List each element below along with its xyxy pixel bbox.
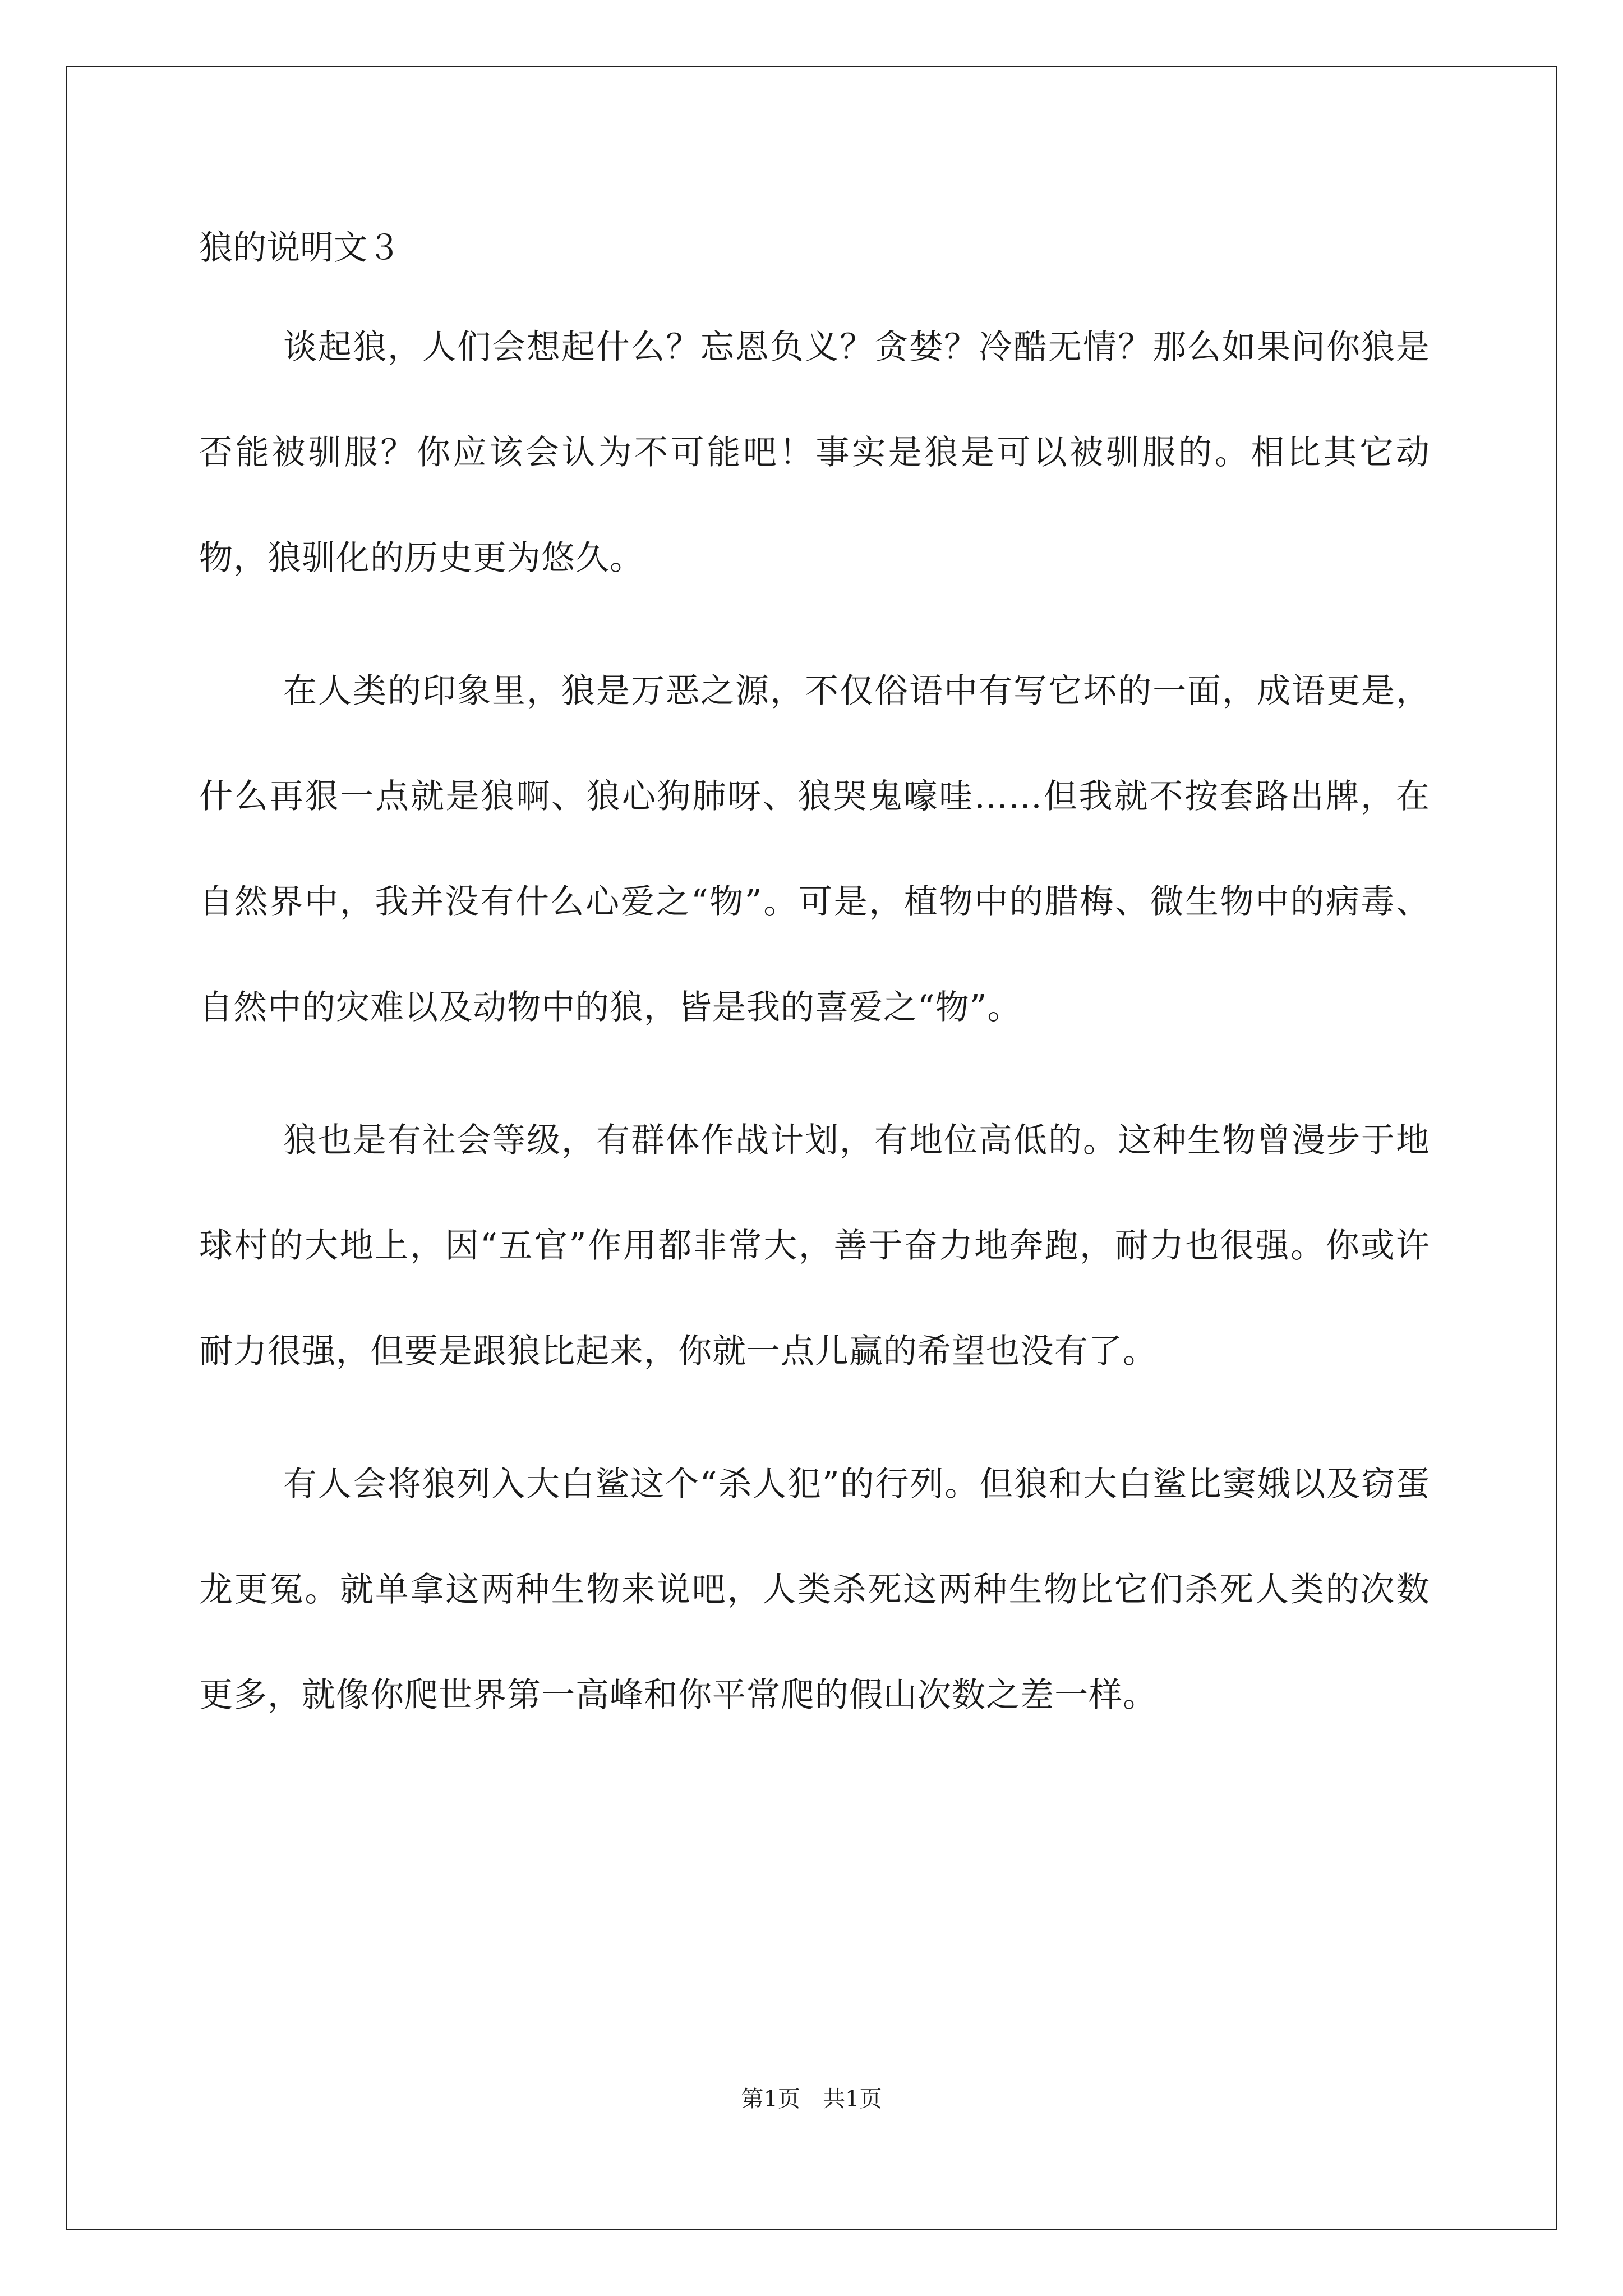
paragraph-2: 在人类的印象里，狼是万恶之源，不仅俗语中有写它坏的一面，成语更是，什么再狠一点就是狼啊、狼心狗肺呀、狼哭鬼嚎哇……但我就不按套路出牌，在自然界中，我并没有什么心爱之“物”。可是，植物中的腊梅、微生物中的病毒、自然中的灾难以及动物中的狼，皆是我的喜爱之“物”。	[199, 671, 1430, 1027]
page-number-footer: 第1页 共1页	[741, 2086, 882, 2112]
document-title: 狼的说明文３	[199, 228, 401, 268]
paragraph-1: 谈起狼，人们会想起什么？忘恩负义？贪婪？冷酷无情？那么如果问你狼是否能被驯服？你应该会认为不可能吧！事实是狼是可以被驯服的。相比其它动物，狼驯化的历史更为悠久。	[199, 328, 1430, 578]
document-body	[199, 295, 1430, 1775]
paragraph-3: 狼也是有社会等级，有群体作战计划，有地位高低的。这种生物曾漫步于地球村的大地上，因“五官”作用都非常大，善于奋力地奔跑，耐力也很强。你或许耐力很强，但要是跟狼比起来，你就一点儿赢的希望也没有了。	[199, 1121, 1430, 1371]
paragraph-4: 有人会将狼列入大白鲨这个“杀人犯”的行列。但狼和大白鲨比窦娥以及窃蛋龙更冤。就单拿这两种生物来说吧，人类杀死这两种生物比它们杀死人类的次数更多，就像你爬世界第一高峰和你平常爬的假山次数之差一样。	[199, 1465, 1430, 1715]
